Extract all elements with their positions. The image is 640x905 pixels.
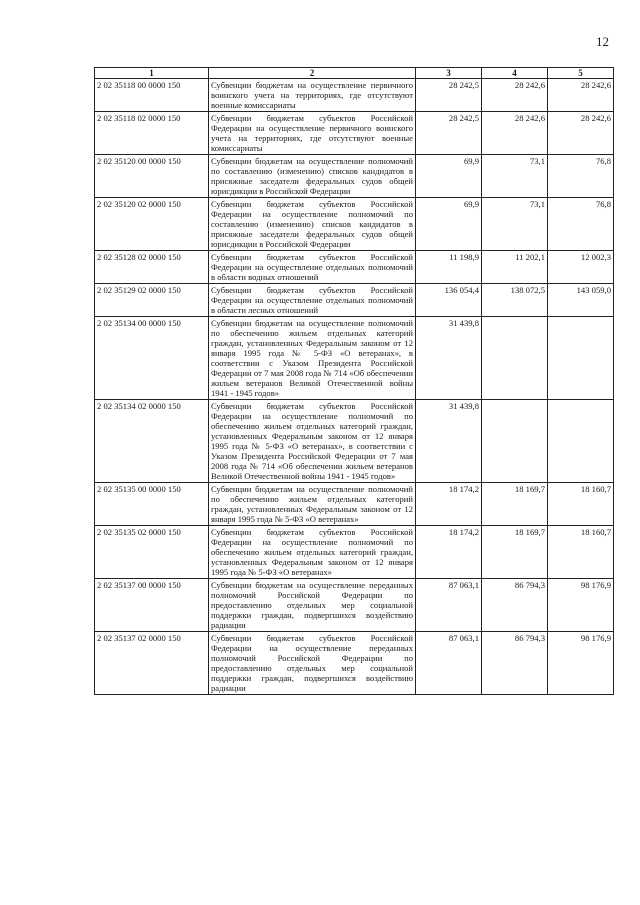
amount-year1-cell: 87 063,1 bbox=[416, 632, 482, 695]
amount-year2-cell bbox=[482, 317, 548, 400]
description-cell: Субвенции бюджетам субъектов Российской Федерации на осуществление полномочий по обеспечению жильем отдельных категорий граждан, установленных Федеральным законом от 12 января 1995 года № 5-ФЗ «О ветеранах», в соответствии с Указом Президента Российской Федерации от 7 мая 2008 года № 714 «Об обеспечении жильем ветеранов Великой Отечественной войны 1941 - 1945 годов» bbox=[209, 400, 416, 483]
amount-year1-cell: 28 242,5 bbox=[416, 112, 482, 155]
amount-year3-cell: 28 242,6 bbox=[548, 112, 614, 155]
amount-year1-cell: 31 439,8 bbox=[416, 400, 482, 483]
amount-year2-cell: 28 242,6 bbox=[482, 112, 548, 155]
budget-code-cell: 2 02 35120 02 0000 150 bbox=[95, 198, 209, 251]
column-header: 2 bbox=[209, 68, 416, 79]
amount-year1-cell: 69,9 bbox=[416, 155, 482, 198]
budget-code-cell: 2 02 35118 02 0000 150 bbox=[95, 112, 209, 155]
amount-year2-cell: 86 794,3 bbox=[482, 632, 548, 695]
amount-year3-cell: 98 176,9 bbox=[548, 579, 614, 632]
budget-code-cell: 2 02 35128 02 0000 150 bbox=[95, 251, 209, 284]
column-header: 1 bbox=[95, 68, 209, 79]
header-row bbox=[95, 68, 614, 79]
description-cell: Субвенции бюджетам субъектов Российской Федерации на осуществление отдельных полномочий в области водных отношений bbox=[209, 251, 416, 284]
amount-year3-cell bbox=[548, 400, 614, 483]
description-cell: Субвенции бюджетам на осуществление полномочий по обеспечению жильем отдельных категорий граждан, установленных Федеральным законом от 12 января 1995 года № 5-ФЗ «О ветеранах» bbox=[209, 483, 416, 526]
description-cell: Субвенции бюджетам на осуществление полномочий по составлению (изменению) списков кандидатов в присяжные заседатели федеральных судов общей юрисдикции в Российской Федерации bbox=[209, 155, 416, 198]
amount-year3-cell: 18 160,7 bbox=[548, 526, 614, 579]
budget-code-cell: 2 02 35137 00 0000 150 bbox=[95, 579, 209, 632]
column-header: 5 bbox=[548, 68, 614, 79]
table-row bbox=[95, 79, 614, 112]
table-row bbox=[95, 112, 614, 155]
amount-year3-cell: 12 002,3 bbox=[548, 251, 614, 284]
budget-code-cell: 2 02 35129 02 0000 150 bbox=[95, 284, 209, 317]
budget-table bbox=[94, 67, 614, 695]
table-row bbox=[95, 155, 614, 198]
description-cell: Субвенции бюджетам субъектов Российской Федерации на осуществление полномочий по составлению (изменению) списков кандидатов в присяжные заседатели федеральных судов общей юрисдикции в Российской Федерации bbox=[209, 198, 416, 251]
table-body bbox=[95, 79, 614, 695]
table-row bbox=[95, 632, 614, 695]
table-row bbox=[95, 317, 614, 400]
amount-year2-cell: 73,1 bbox=[482, 198, 548, 251]
description-cell: Субвенции бюджетам субъектов Российской Федерации на осуществление переданных полномочий Российской Федерации по предоставлению отдельных мер социальной поддержки граждан, подвергшихся воздействию радиации bbox=[209, 632, 416, 695]
amount-year2-cell: 86 794,3 bbox=[482, 579, 548, 632]
amount-year1-cell: 87 063,1 bbox=[416, 579, 482, 632]
budget-code-cell: 2 02 35134 02 0000 150 bbox=[95, 400, 209, 483]
table-row bbox=[95, 284, 614, 317]
budget-code-cell: 2 02 35135 00 0000 150 bbox=[95, 483, 209, 526]
budget-code-cell: 2 02 35118 00 0000 150 bbox=[95, 79, 209, 112]
amount-year3-cell: 76,8 bbox=[548, 155, 614, 198]
table-row bbox=[95, 198, 614, 251]
description-cell: Субвенции бюджетам субъектов Российской Федерации на осуществление полномочий по обеспечению жильем отдельных категорий граждан, установленных Федеральным законом от 12 января 1995 года № 5-ФЗ «О ветеранах» bbox=[209, 526, 416, 579]
amount-year2-cell bbox=[482, 400, 548, 483]
amount-year2-cell: 138 072,5 bbox=[482, 284, 548, 317]
amount-year2-cell: 73,1 bbox=[482, 155, 548, 198]
amount-year1-cell: 69,9 bbox=[416, 198, 482, 251]
amount-year2-cell: 18 169,7 bbox=[482, 483, 548, 526]
amount-year2-cell: 11 202,1 bbox=[482, 251, 548, 284]
description-cell: Субвенции бюджетам на осуществление переданных полномочий Российской Федерации по предоставлению отдельных мер социальной поддержки граждан, подвергшихся воздействию радиации bbox=[209, 579, 416, 632]
description-cell: Субвенции бюджетам субъектов Российской Федерации на осуществление первичного воинского учета на территориях, где отсутствуют военные комиссариаты bbox=[209, 112, 416, 155]
budget-code-cell: 2 02 35134 00 0000 150 bbox=[95, 317, 209, 400]
table-row bbox=[95, 251, 614, 284]
amount-year3-cell bbox=[548, 317, 614, 400]
description-cell: Субвенции бюджетам на осуществление первичного воинского учета на территориях, где отсутствуют военные комиссариаты bbox=[209, 79, 416, 112]
budget-code-cell: 2 02 35120 00 0000 150 bbox=[95, 155, 209, 198]
budget-code-cell: 2 02 35135 02 0000 150 bbox=[95, 526, 209, 579]
amount-year1-cell: 18 174,2 bbox=[416, 483, 482, 526]
amount-year1-cell: 11 198,9 bbox=[416, 251, 482, 284]
amount-year2-cell: 28 242,6 bbox=[482, 79, 548, 112]
amount-year3-cell: 76,8 bbox=[548, 198, 614, 251]
description-cell: Субвенции бюджетам субъектов Российской Федерации на осуществление отдельных полномочий в области лесных отношений bbox=[209, 284, 416, 317]
description-cell: Субвенции бюджетам на осуществление полномочий по обеспечению жильем отдельных категорий граждан, установленных Федеральным законом от 12 января 1995 года № 5-ФЗ «О ветеранах», в соответствии с Указом Президента Российской Федерации от 7 мая 2008 года № 714 «Об обеспечении жильем ветеранов Великой Отечественной войны 1941 - 1945 годов» bbox=[209, 317, 416, 400]
budget-code-cell: 2 02 35137 02 0000 150 bbox=[95, 632, 209, 695]
amount-year3-cell: 98 176,9 bbox=[548, 632, 614, 695]
amount-year1-cell: 18 174,2 bbox=[416, 526, 482, 579]
amount-year1-cell: 28 242,5 bbox=[416, 79, 482, 112]
table-row bbox=[95, 579, 614, 632]
amount-year1-cell: 31 439,8 bbox=[416, 317, 482, 400]
amount-year1-cell: 136 054,4 bbox=[416, 284, 482, 317]
amount-year3-cell: 28 242,6 bbox=[548, 79, 614, 112]
page-number: 12 bbox=[596, 34, 609, 49]
table-row bbox=[95, 400, 614, 483]
column-header: 4 bbox=[482, 68, 548, 79]
amount-year3-cell: 18 160,7 bbox=[548, 483, 614, 526]
table-row bbox=[95, 483, 614, 526]
amount-year2-cell: 18 169,7 bbox=[482, 526, 548, 579]
amount-year3-cell: 143 059,0 bbox=[548, 284, 614, 317]
column-header: 3 bbox=[416, 68, 482, 79]
table-row bbox=[95, 526, 614, 579]
